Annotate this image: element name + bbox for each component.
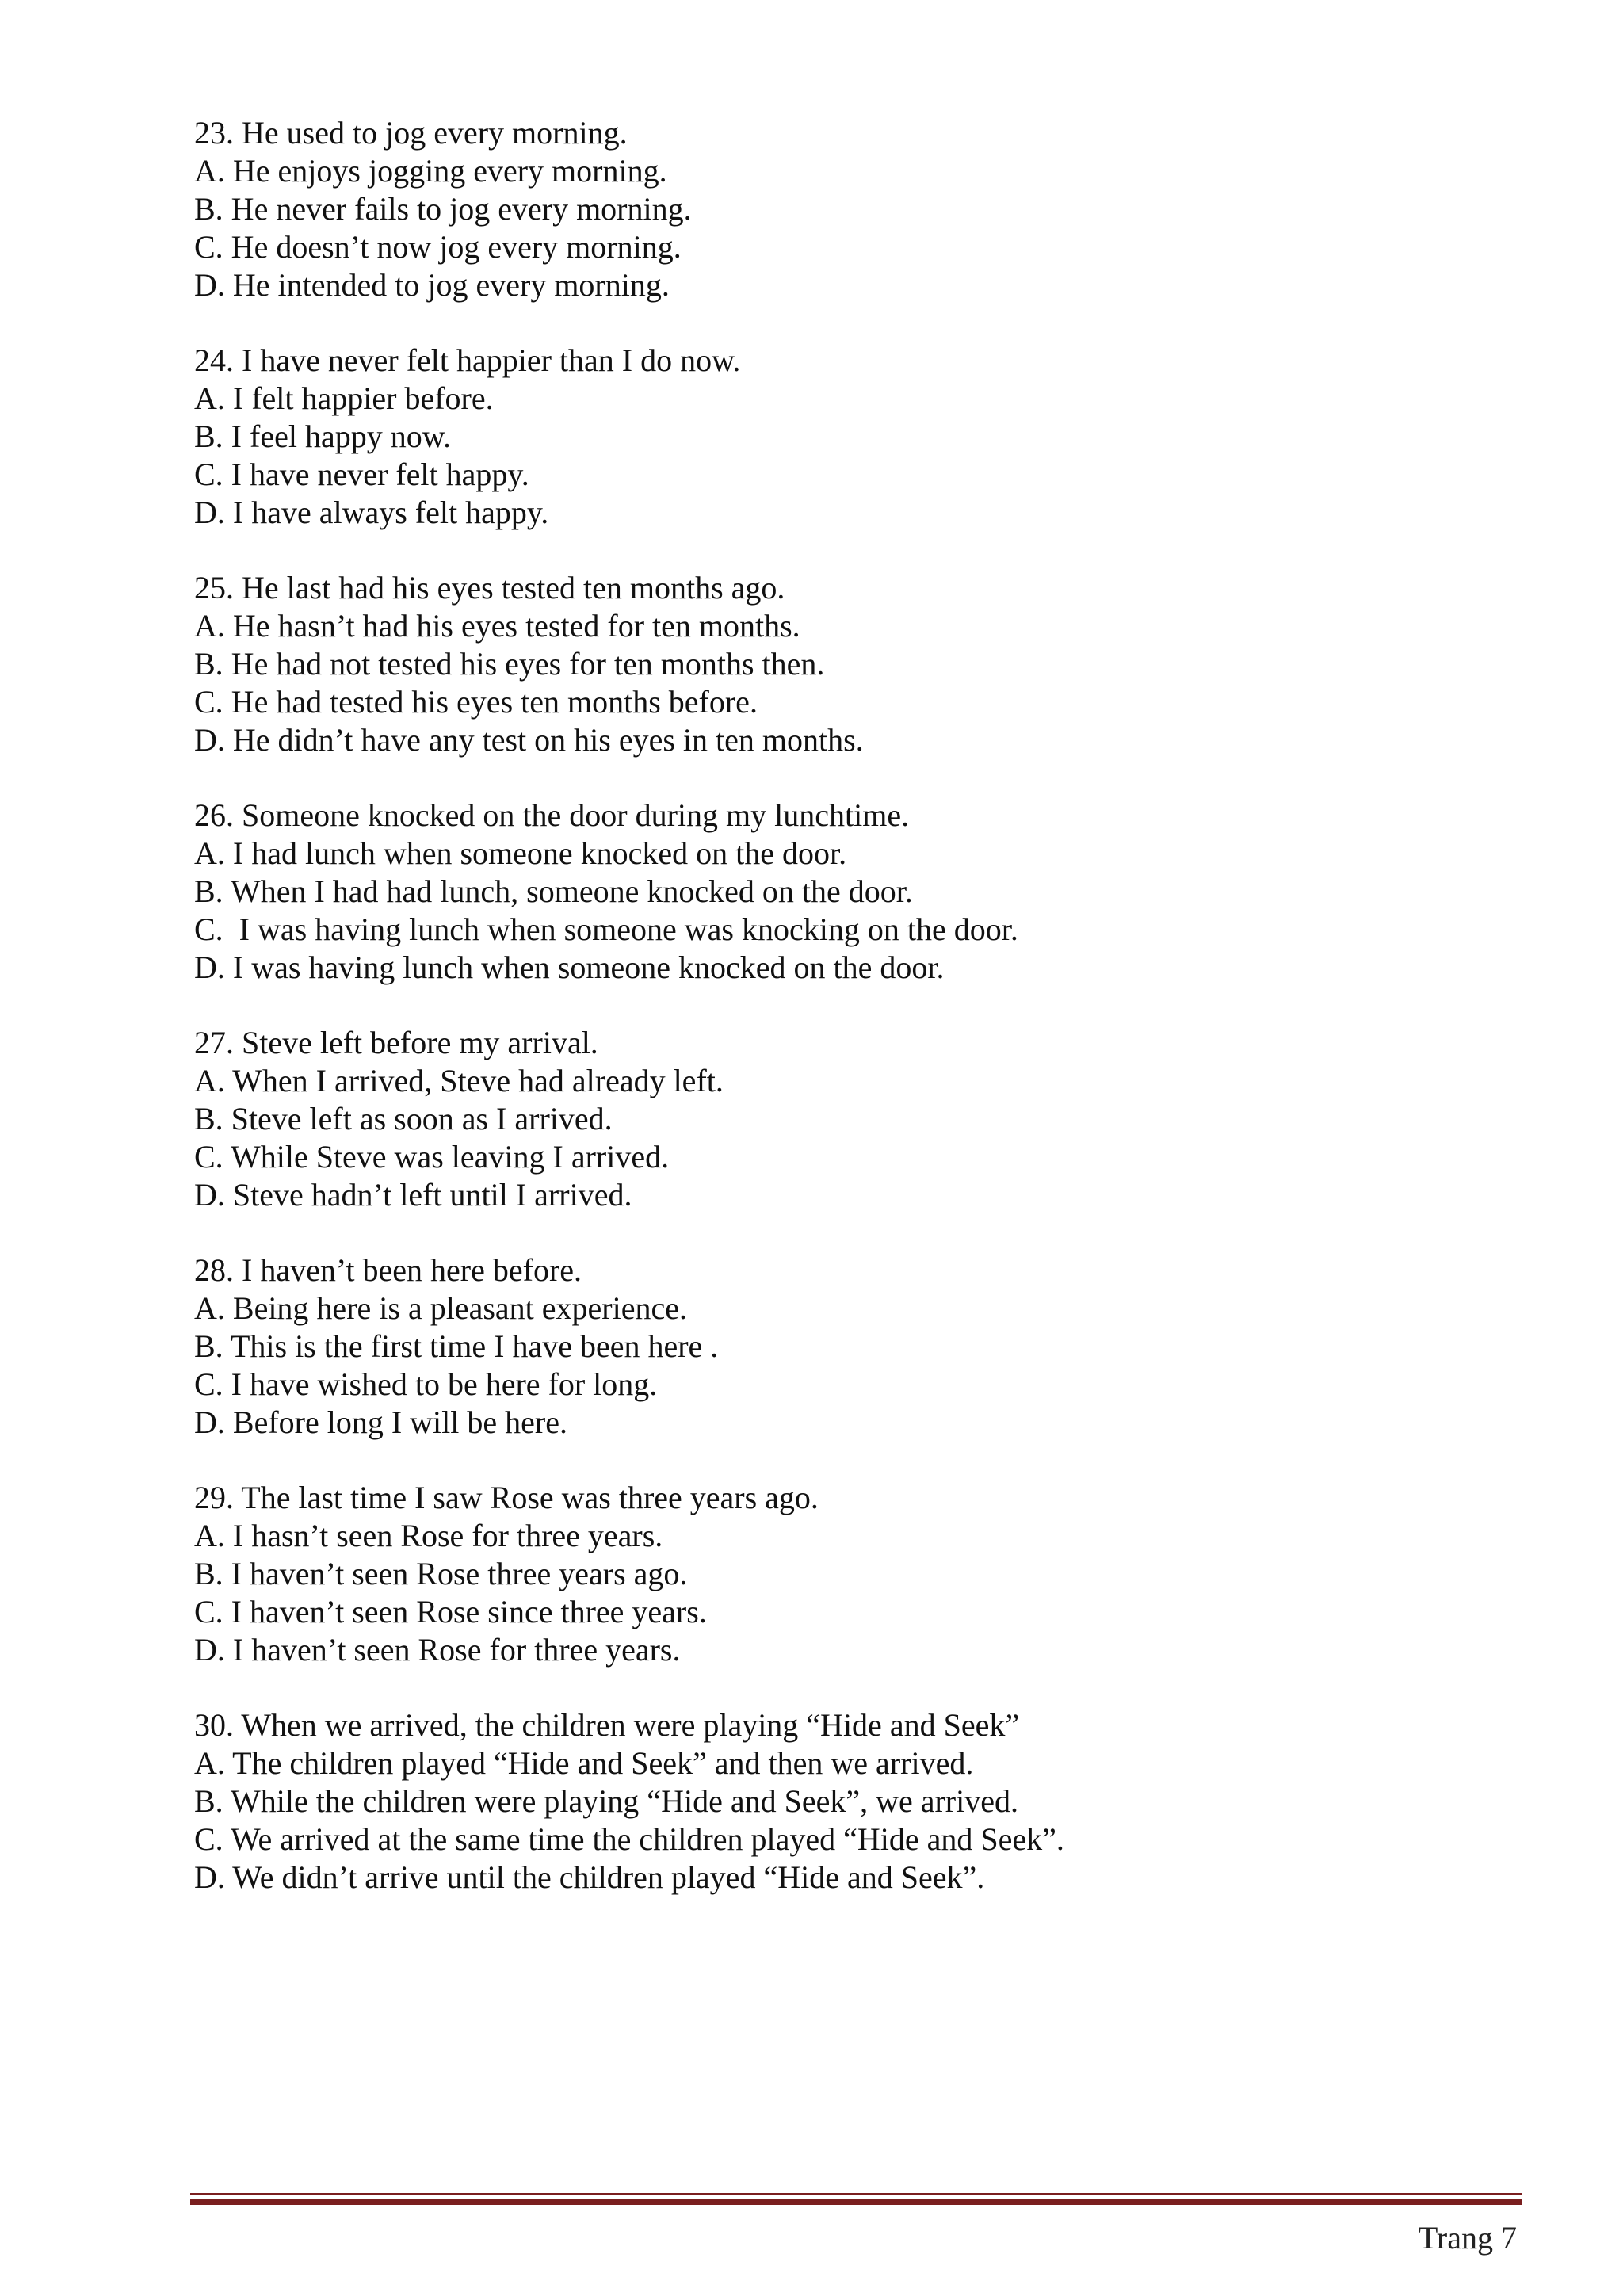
option-a: A. I felt happier before. — [194, 380, 494, 416]
question-stem: 25. He last had his eyes tested ten months ago. — [194, 570, 785, 606]
option-b: B. This is the first time I have been here . — [194, 1328, 719, 1364]
option-c: C. I was having lunch when someone was knocking on the door. — [194, 911, 1018, 947]
option-c: C. While Steve was leaving I arrived. — [194, 1139, 670, 1175]
question-stem: 30. When we arrived, the children were playing “Hide and Seek” — [194, 1707, 1020, 1743]
option-b: B. When I had had lunch, someone knocked on the door. — [194, 873, 913, 909]
option-d: D. He intended to jog every morning. — [194, 267, 670, 303]
option-b: B. I feel happy now. — [194, 418, 451, 454]
option-a: A. Being here is a pleasant experience. — [194, 1290, 687, 1326]
question-27 — [194, 1024, 1541, 1214]
option-d: D. Before long I will be here. — [194, 1404, 567, 1440]
question-23 — [194, 114, 1541, 304]
option-b: B. Steve left as soon as I arrived. — [194, 1101, 613, 1137]
question-24 — [194, 342, 1541, 532]
question-stem: 24. I have never felt happier than I do now. — [194, 342, 741, 378]
option-b: B. While the children were playing “Hide and Seek”, we arrived. — [194, 1783, 1018, 1819]
option-a: A. The children played “Hide and Seek” and then we arrived. — [194, 1745, 974, 1781]
option-a: A. He enjoys jogging every morning. — [194, 153, 667, 189]
option-b: B. I haven’t seen Rose three years ago. — [194, 1556, 688, 1591]
option-d: D. We didn’t arrive until the children played “Hide and Seek”. — [194, 1859, 985, 1895]
question-30 — [194, 1706, 1541, 1897]
question-stem: 26. Someone knocked on the door during my lunchtime. — [194, 797, 910, 833]
question-stem: 29. The last time I saw Rose was three years ago. — [194, 1480, 819, 1515]
option-b: B. He had not tested his eyes for ten months then. — [194, 646, 825, 682]
question-25 — [194, 569, 1541, 759]
option-d: D. I was having lunch when someone knocked on the door. — [194, 949, 945, 985]
footer-divider-thin — [190, 2193, 1522, 2195]
question-stem: 28. I haven’t been here before. — [194, 1252, 582, 1288]
option-b: B. He never fails to jog every morning. — [194, 191, 692, 227]
option-c: C. I have wished to be here for long. — [194, 1366, 658, 1402]
question-29 — [194, 1479, 1541, 1669]
option-c: C. I have never felt happy. — [194, 457, 529, 492]
question-list — [194, 114, 1541, 1934]
option-c: C. He doesn’t now jog every morning. — [194, 229, 682, 265]
option-d: D. I have always felt happy. — [194, 495, 549, 530]
question-stem: 23. He used to jog every morning. — [194, 115, 628, 151]
option-c: C. We arrived at the same time the children played “Hide and Seek”. — [194, 1821, 1064, 1857]
page-number: Trang 7 — [1418, 2220, 1517, 2256]
option-a: A. He hasn’t had his eyes tested for ten months. — [194, 608, 800, 644]
question-stem: 27. Steve left before my arrival. — [194, 1025, 598, 1060]
option-d: D. Steve hadn’t left until I arrived. — [194, 1177, 632, 1213]
option-a: A. When I arrived, Steve had already left. — [194, 1063, 724, 1098]
question-28 — [194, 1251, 1541, 1442]
option-d: D. He didn’t have any test on his eyes in ten months. — [194, 722, 864, 758]
footer-divider-thick — [190, 2199, 1522, 2205]
option-c: C. I haven’t seen Rose since three years. — [194, 1594, 707, 1629]
question-26 — [194, 797, 1541, 987]
option-c: C. He had tested his eyes ten months before. — [194, 684, 758, 720]
option-a: A. I had lunch when someone knocked on the door. — [194, 835, 847, 871]
option-d: D. I haven’t seen Rose for three years. — [194, 1632, 681, 1668]
option-a: A. I hasn’t seen Rose for three years. — [194, 1518, 663, 1553]
